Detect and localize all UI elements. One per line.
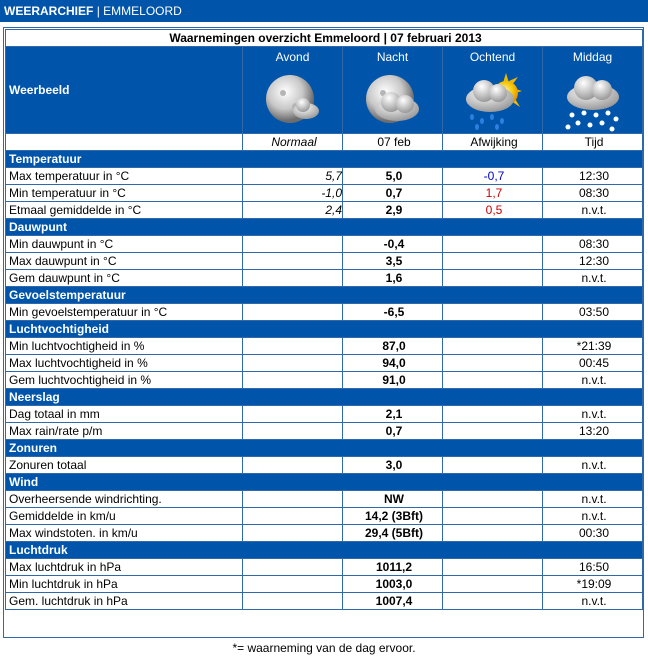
row-afwijking bbox=[443, 355, 543, 372]
table-row bbox=[6, 168, 643, 185]
table-row bbox=[6, 576, 643, 593]
section-header-row bbox=[6, 151, 643, 168]
subheader-empty bbox=[6, 134, 243, 151]
row-afwijking bbox=[443, 508, 543, 525]
table-row bbox=[6, 270, 643, 287]
table-row bbox=[6, 372, 643, 389]
table-row bbox=[6, 236, 643, 253]
subheader-date: 07 feb bbox=[343, 134, 443, 151]
row-tijd: *21:39 bbox=[543, 338, 643, 355]
title-row bbox=[6, 30, 643, 47]
section-title: Dauwpunt bbox=[6, 219, 643, 236]
row-value: 3,0 bbox=[343, 457, 443, 474]
table-row bbox=[6, 593, 643, 610]
moon-cloud-icon bbox=[363, 69, 423, 129]
row-label: Min luchtvochtigheid in % bbox=[6, 338, 243, 355]
header-location: EMMELOORD bbox=[103, 4, 182, 18]
row-tijd: n.v.t. bbox=[543, 457, 643, 474]
subheader-normaal: Normaal bbox=[243, 134, 343, 151]
row-afwijking bbox=[443, 576, 543, 593]
row-tijd: 08:30 bbox=[543, 236, 643, 253]
row-afwijking bbox=[443, 304, 543, 321]
row-tijd: n.v.t. bbox=[543, 491, 643, 508]
weerbeeld-caption-nacht: Nacht bbox=[376, 50, 409, 64]
row-normaal bbox=[243, 508, 343, 525]
table-row bbox=[6, 508, 643, 525]
row-normaal bbox=[243, 338, 343, 355]
row-normaal bbox=[243, 355, 343, 372]
row-label: Min luchtdruk in hPa bbox=[6, 576, 243, 593]
row-label: Zonuren totaal bbox=[6, 457, 243, 474]
row-normaal bbox=[243, 236, 343, 253]
row-label: Max luchtdruk in hPa bbox=[6, 559, 243, 576]
row-normaal bbox=[243, 270, 343, 287]
header-separator: | bbox=[96, 4, 100, 18]
row-tijd: 16:50 bbox=[543, 559, 643, 576]
section-header-row bbox=[6, 440, 643, 457]
row-tijd: 00:45 bbox=[543, 355, 643, 372]
row-normaal bbox=[243, 406, 343, 423]
row-afwijking: 0,5 bbox=[443, 202, 543, 219]
row-value: 1007,4 bbox=[343, 593, 443, 610]
row-normaal bbox=[243, 253, 343, 270]
section-title: Luchtvochtigheid bbox=[6, 321, 643, 338]
row-normaal bbox=[243, 372, 343, 389]
footnote: *= waarneming van de dag ervoor. bbox=[232, 641, 416, 655]
row-afwijking bbox=[443, 270, 543, 287]
weerbeeld-caption-middag: Middag bbox=[572, 50, 613, 64]
row-value: 3,5 bbox=[343, 253, 443, 270]
row-afwijking bbox=[443, 457, 543, 474]
table-row bbox=[6, 338, 643, 355]
weerbeeld-ochtend bbox=[443, 47, 543, 134]
subheader-row bbox=[6, 134, 643, 151]
section-title: Neerslag bbox=[6, 389, 643, 406]
weerbeeld-middag bbox=[543, 47, 643, 134]
row-label: Min gevoelstemperatuur in °C bbox=[6, 304, 243, 321]
row-label: Max dauwpunt in °C bbox=[6, 253, 243, 270]
section-header-row bbox=[6, 321, 643, 338]
row-normaal bbox=[243, 525, 343, 542]
row-tijd: n.v.t. bbox=[543, 372, 643, 389]
row-tijd: n.v.t. bbox=[543, 593, 643, 610]
table-row bbox=[6, 355, 643, 372]
section-header-row bbox=[6, 542, 643, 559]
page-title: Waarnemingen overzicht Emmeloord | 07 februari 2013 bbox=[6, 30, 643, 47]
section-title: Zonuren bbox=[6, 440, 643, 457]
row-value: 87,0 bbox=[343, 338, 443, 355]
row-label: Max luchtvochtigheid in % bbox=[6, 355, 243, 372]
section-header-row bbox=[6, 219, 643, 236]
row-normaal bbox=[243, 457, 343, 474]
row-value: NW bbox=[343, 491, 443, 508]
row-normaal bbox=[243, 304, 343, 321]
table-row bbox=[6, 253, 643, 270]
row-label: Gem dauwpunt in °C bbox=[6, 270, 243, 287]
row-tijd: 12:30 bbox=[543, 253, 643, 270]
row-label: Etmaal gemiddelde in °C bbox=[6, 202, 243, 219]
row-afwijking bbox=[443, 406, 543, 423]
table-row bbox=[6, 491, 643, 508]
row-tijd: *19:09 bbox=[543, 576, 643, 593]
weerbeeld-nacht bbox=[343, 47, 443, 134]
row-tijd: n.v.t. bbox=[543, 270, 643, 287]
row-value: 1,6 bbox=[343, 270, 443, 287]
table-row bbox=[6, 185, 643, 202]
row-tijd: 12:30 bbox=[543, 168, 643, 185]
section-title: Temperatuur bbox=[6, 151, 643, 168]
table-row bbox=[6, 202, 643, 219]
section-header-row bbox=[6, 287, 643, 304]
row-afwijking bbox=[443, 253, 543, 270]
row-afwijking bbox=[443, 236, 543, 253]
row-normaal: 5,7 bbox=[243, 168, 343, 185]
header-brand: WEERARCHIEF bbox=[4, 4, 94, 18]
section-header-row bbox=[6, 474, 643, 491]
section-header-row bbox=[6, 389, 643, 406]
archive-header bbox=[0, 0, 648, 22]
row-tijd: 00:30 bbox=[543, 525, 643, 542]
row-value: -0,4 bbox=[343, 236, 443, 253]
row-afwijking: -0,7 bbox=[443, 168, 543, 185]
row-normaal: -1,0 bbox=[243, 185, 343, 202]
row-value: 1011,2 bbox=[343, 559, 443, 576]
row-normaal bbox=[243, 423, 343, 440]
row-afwijking bbox=[443, 372, 543, 389]
table-row bbox=[6, 304, 643, 321]
weerbeeld-caption-avond: Avond bbox=[275, 50, 310, 64]
row-label: Min dauwpunt in °C bbox=[6, 236, 243, 253]
row-afwijking bbox=[443, 338, 543, 355]
row-value: 0,7 bbox=[343, 185, 443, 202]
row-tijd: n.v.t. bbox=[543, 508, 643, 525]
row-afwijking bbox=[443, 593, 543, 610]
row-label: Dag totaal in mm bbox=[6, 406, 243, 423]
row-normaal: 2,4 bbox=[243, 202, 343, 219]
row-value: 14,2 (3Bft) bbox=[343, 508, 443, 525]
row-afwijking bbox=[443, 525, 543, 542]
cloud-snow-icon bbox=[560, 69, 626, 133]
row-tijd: 03:50 bbox=[543, 304, 643, 321]
row-tijd: 13:20 bbox=[543, 423, 643, 440]
weerbeeld-row bbox=[6, 47, 643, 134]
row-value: 1003,0 bbox=[343, 576, 443, 593]
row-tijd: n.v.t. bbox=[543, 406, 643, 423]
row-value: 2,1 bbox=[343, 406, 443, 423]
subheader-afwijking: Afwijking bbox=[443, 134, 543, 151]
row-value: 2,9 bbox=[343, 202, 443, 219]
row-value: 94,0 bbox=[343, 355, 443, 372]
subheader-tijd: Tijd bbox=[543, 134, 643, 151]
row-normaal bbox=[243, 593, 343, 610]
section-title: Luchtdruk bbox=[6, 542, 643, 559]
row-label: Gem luchtvochtigheid in % bbox=[6, 372, 243, 389]
row-tijd: n.v.t. bbox=[543, 202, 643, 219]
observations-table bbox=[5, 29, 643, 610]
row-normaal bbox=[243, 491, 343, 508]
row-value: 29,4 (5Bft) bbox=[343, 525, 443, 542]
row-label: Max rain/rate p/m bbox=[6, 423, 243, 440]
row-value: -6,5 bbox=[343, 304, 443, 321]
row-afwijking: 1,7 bbox=[443, 185, 543, 202]
row-label: Overheersende windrichting. bbox=[6, 491, 243, 508]
weerbeeld-caption-ochtend: Ochtend bbox=[469, 50, 516, 64]
row-afwijking bbox=[443, 491, 543, 508]
table-row bbox=[6, 406, 643, 423]
row-label: Max temperatuur in °C bbox=[6, 168, 243, 185]
table-row bbox=[6, 559, 643, 576]
table-row bbox=[6, 525, 643, 542]
row-label: Gemiddelde in km/u bbox=[6, 508, 243, 525]
row-afwijking bbox=[443, 559, 543, 576]
row-tijd: 08:30 bbox=[543, 185, 643, 202]
row-label: Gem. luchtdruk in hPa bbox=[6, 593, 243, 610]
row-value: 5,0 bbox=[343, 168, 443, 185]
weerbeeld-avond bbox=[243, 47, 343, 134]
row-afwijking bbox=[443, 423, 543, 440]
row-value: 0,7 bbox=[343, 423, 443, 440]
row-label: Max windstoten. in km/u bbox=[6, 525, 243, 542]
weerbeeld-label: Weerbeeld bbox=[6, 47, 243, 134]
row-normaal bbox=[243, 576, 343, 593]
row-value: 91,0 bbox=[343, 372, 443, 389]
table-row bbox=[6, 423, 643, 440]
section-title: Gevoelstemperatuur bbox=[6, 287, 643, 304]
row-label: Min temperatuur in °C bbox=[6, 185, 243, 202]
table-row bbox=[6, 457, 643, 474]
section-title: Wind bbox=[6, 474, 643, 491]
row-normaal bbox=[243, 559, 343, 576]
moon-cloud-icon bbox=[263, 69, 323, 129]
sun-cloud-rain-icon bbox=[460, 69, 526, 133]
